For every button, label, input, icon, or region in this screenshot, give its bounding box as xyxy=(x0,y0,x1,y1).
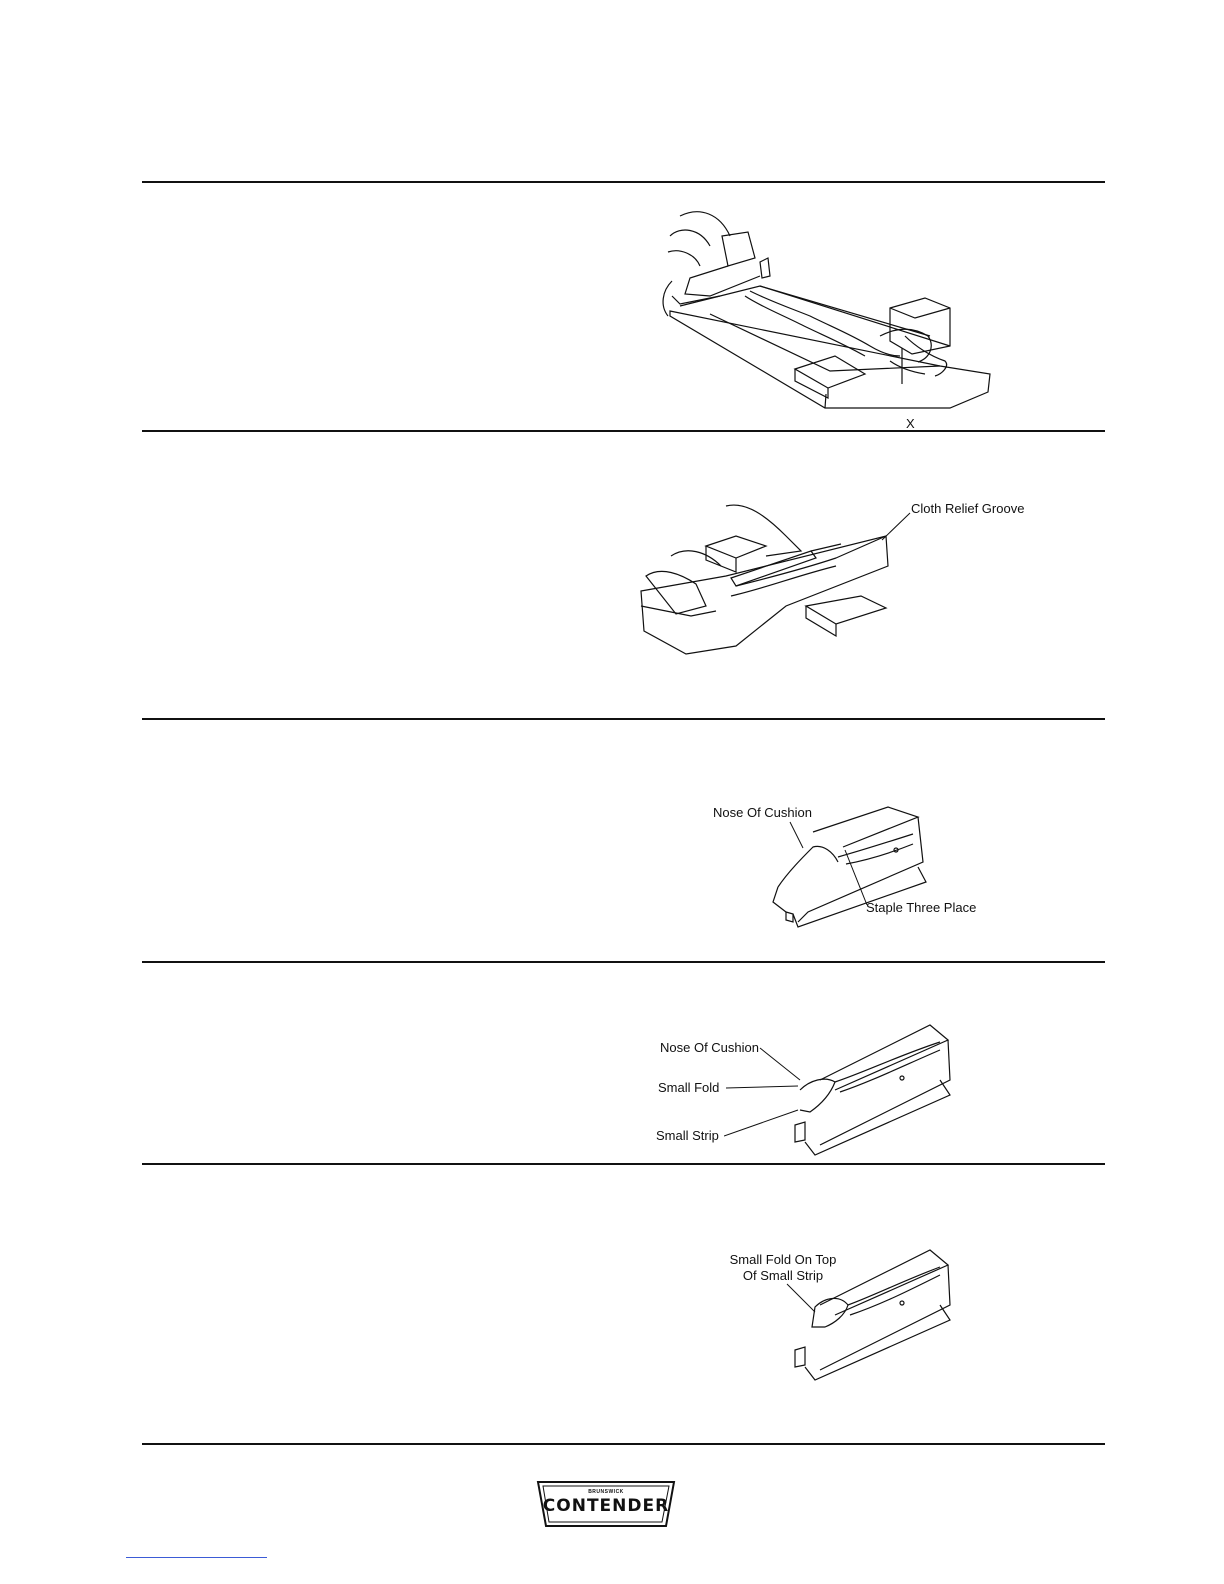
figure-stapling-rail xyxy=(650,196,1010,436)
section-divider-bottom xyxy=(142,1443,1105,1445)
figure-3-label-nose-of-cushion: Nose Of Cushion xyxy=(713,805,812,820)
figure-4-label-small-fold: Small Fold xyxy=(658,1080,720,1095)
figure-2-label-cloth-relief-groove: Cloth Relief Groove xyxy=(911,501,1025,516)
logo-brand-text: BRUNSWICK xyxy=(588,1489,624,1495)
section-divider xyxy=(142,1163,1105,1165)
figure-5-label-small-fold-on-top: Small Fold On Top Of Small Strip xyxy=(729,1252,837,1283)
figure-3-label-staple-three-place: Staple Three Place xyxy=(866,900,977,915)
figure-trimming-cloth xyxy=(636,496,896,666)
leader-line xyxy=(785,1280,825,1320)
contender-logo xyxy=(534,1478,678,1530)
footer-link-underline[interactable] xyxy=(126,1557,267,1558)
section-divider xyxy=(142,718,1105,720)
section-divider xyxy=(142,961,1105,963)
figure-small-fold xyxy=(790,1020,955,1160)
logo-name-text: CONTENDER xyxy=(542,1496,670,1516)
figure-1-label-x: X xyxy=(906,416,915,431)
figure-4-label-small-strip: Small Strip xyxy=(656,1128,719,1143)
figure-4-label-nose-of-cushion: Nose Of Cushion xyxy=(660,1040,759,1055)
section-divider-top xyxy=(142,181,1105,183)
